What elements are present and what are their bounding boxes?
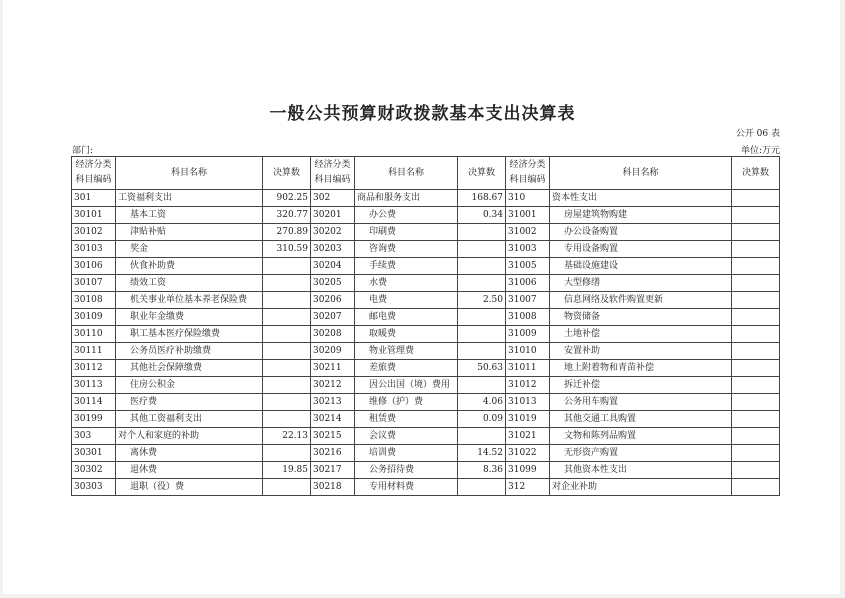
item-name: 其他资本性支出 [550,462,732,479]
item-code: 31019 [506,411,550,428]
item-name: 工资福利支出 [116,190,263,207]
item-code: 30213 [311,394,355,411]
item-name: 基础设施建设 [550,258,732,275]
table-row [72,411,780,428]
item-amount [732,479,780,496]
item-name: 办公设备购置 [550,224,732,241]
item-code: 31011 [506,360,550,377]
header-amount-2: 决算数 [458,157,506,190]
item-name: 因公出国（境）费用 [355,377,458,394]
item-name: 公务招待费 [355,462,458,479]
item-code: 30218 [311,479,355,496]
item-name: 房屋建筑物购建 [550,207,732,224]
item-amount [458,224,506,241]
item-amount [263,343,311,360]
item-name: 退职（役）费 [116,479,263,496]
item-code: 31002 [506,224,550,241]
header-row [72,157,780,190]
item-amount [458,377,506,394]
item-amount [458,343,506,360]
item-code: 30206 [311,292,355,309]
table-row [72,479,780,496]
item-name: 绩效工资 [116,275,263,292]
table-row [72,241,780,258]
item-code: 303 [72,428,116,445]
item-name: 职业年金缴费 [116,309,263,326]
header-code-3: 经济分类科目编码 [506,157,550,190]
item-amount [458,275,506,292]
table-row [72,394,780,411]
item-amount [263,309,311,326]
item-code: 30214 [311,411,355,428]
item-name: 津贴补贴 [116,224,263,241]
item-code: 30211 [311,360,355,377]
item-code: 30109 [72,309,116,326]
form-number: 公开 06 表 [735,129,780,139]
item-name: 离休费 [116,445,263,462]
table-row [72,309,780,326]
table-row [72,326,780,343]
header-name-1: 科目名称 [116,157,263,190]
item-code: 31010 [506,343,550,360]
item-name: 对个人和家庭的补助 [116,428,263,445]
item-name: 取暖费 [355,326,458,343]
item-code: 31013 [506,394,550,411]
item-amount [458,258,506,275]
item-code: 30202 [311,224,355,241]
item-code: 301 [72,190,116,207]
item-amount: 320.77 [263,207,311,224]
item-name: 机关事业单位基本养老保险费 [116,292,263,309]
item-name: 物资储备 [550,309,732,326]
item-code: 30113 [72,377,116,394]
item-amount [732,207,780,224]
item-name: 培训费 [355,445,458,462]
item-amount: 0.09 [458,411,506,428]
item-code: 31009 [506,326,550,343]
item-code: 30209 [311,343,355,360]
table-row [72,360,780,377]
item-amount [732,360,780,377]
item-name: 信息网络及软件购置更新 [550,292,732,309]
item-code: 31003 [506,241,550,258]
item-amount: 270.89 [263,224,311,241]
item-amount [458,326,506,343]
item-code: 30110 [72,326,116,343]
department-label: 部门: [72,146,94,156]
item-amount [263,292,311,309]
item-name: 无形资产购置 [550,445,732,462]
table-row [72,292,780,309]
unit-label: 单位:万元 [740,146,780,156]
item-code: 31022 [506,445,550,462]
item-amount [732,394,780,411]
item-amount [732,462,780,479]
item-amount [263,360,311,377]
item-amount [458,241,506,258]
item-amount [732,224,780,241]
table-row [72,275,780,292]
item-name: 专用设备购置 [550,241,732,258]
item-name: 咨询费 [355,241,458,258]
item-amount [732,411,780,428]
item-name: 印刷费 [355,224,458,241]
item-amount [458,479,506,496]
item-name: 文物和陈列品购置 [550,428,732,445]
item-code: 31006 [506,275,550,292]
item-code: 30208 [311,326,355,343]
item-code: 30201 [311,207,355,224]
item-name: 邮电费 [355,309,458,326]
item-name: 其他工资福利支出 [116,411,263,428]
item-code: 30216 [311,445,355,462]
item-amount [732,445,780,462]
item-name: 其他交通工具购置 [550,411,732,428]
item-code: 30212 [311,377,355,394]
item-amount [263,479,311,496]
table-row [72,224,780,241]
item-amount [263,445,311,462]
item-name: 商品和服务支出 [355,190,458,207]
item-name: 拆迁补偿 [550,377,732,394]
item-amount [732,275,780,292]
item-name: 医疗费 [116,394,263,411]
item-code: 30215 [311,428,355,445]
item-code: 31012 [506,377,550,394]
item-code: 312 [506,479,550,496]
item-name: 对企业补助 [550,479,732,496]
item-name: 退休费 [116,462,263,479]
header-name-3: 科目名称 [550,157,732,190]
item-code: 31005 [506,258,550,275]
item-code: 31021 [506,428,550,445]
header-name-2: 科目名称 [355,157,458,190]
item-code: 30217 [311,462,355,479]
item-amount [732,292,780,309]
item-name: 公务用车购置 [550,394,732,411]
table-body [72,190,780,496]
item-amount [732,190,780,207]
table-row [72,343,780,360]
item-code: 30199 [72,411,116,428]
item-amount: 0.34 [458,207,506,224]
item-code: 30107 [72,275,116,292]
item-amount: 50.63 [458,360,506,377]
header-amount-1: 决算数 [263,157,311,190]
item-amount: 19.85 [263,462,311,479]
item-name: 公务员医疗补助缴费 [116,343,263,360]
item-name: 职工基本医疗保险缴费 [116,326,263,343]
item-name: 手续费 [355,258,458,275]
item-name: 会议费 [355,428,458,445]
item-name: 地上附着物和青苗补偿 [550,360,732,377]
item-amount: 902.25 [263,190,311,207]
item-amount [263,394,311,411]
item-name: 水费 [355,275,458,292]
item-amount [263,411,311,428]
table-row [72,445,780,462]
item-name: 其他社会保障缴费 [116,360,263,377]
item-code: 30108 [72,292,116,309]
item-amount [732,377,780,394]
expenditure-table [71,156,780,496]
item-name: 差旅费 [355,360,458,377]
item-amount [732,241,780,258]
item-amount [732,309,780,326]
item-name: 奖金 [116,241,263,258]
item-amount [732,343,780,360]
item-name: 大型修缮 [550,275,732,292]
item-code: 30103 [72,241,116,258]
item-code: 31099 [506,462,550,479]
item-amount [458,309,506,326]
item-amount [732,326,780,343]
item-code: 302 [311,190,355,207]
item-code: 30303 [72,479,116,496]
table-row [72,207,780,224]
item-code: 30204 [311,258,355,275]
item-amount: 168.67 [458,190,506,207]
item-code: 30301 [72,445,116,462]
item-name: 电费 [355,292,458,309]
item-amount: 4.06 [458,394,506,411]
item-amount [458,428,506,445]
item-name: 资本性支出 [550,190,732,207]
item-name: 租赁费 [355,411,458,428]
item-name: 物业管理费 [355,343,458,360]
item-code: 30106 [72,258,116,275]
item-code: 30203 [311,241,355,258]
item-name: 维修（护）费 [355,394,458,411]
item-code: 30102 [72,224,116,241]
table-row [72,258,780,275]
item-name: 住房公积金 [116,377,263,394]
item-code: 30112 [72,360,116,377]
item-code: 30207 [311,309,355,326]
item-name: 安置补助 [550,343,732,360]
table-row [72,377,780,394]
item-amount: 14.52 [458,445,506,462]
item-name: 土地补偿 [550,326,732,343]
item-code: 310 [506,190,550,207]
item-amount [732,428,780,445]
table-row [72,428,780,445]
item-name: 基本工资 [116,207,263,224]
item-code: 30101 [72,207,116,224]
item-name: 伙食补助费 [116,258,263,275]
item-amount [732,258,780,275]
item-code: 30205 [311,275,355,292]
item-code: 31001 [506,207,550,224]
item-amount [263,275,311,292]
item-code: 30114 [72,394,116,411]
item-amount: 2.50 [458,292,506,309]
item-code: 30111 [72,343,116,360]
item-name: 办公费 [355,207,458,224]
table-row [72,462,780,479]
item-name: 专用材料费 [355,479,458,496]
item-amount: 8.36 [458,462,506,479]
item-code: 30302 [72,462,116,479]
item-code: 31008 [506,309,550,326]
item-amount: 22.13 [263,428,311,445]
item-amount: 310.59 [263,241,311,258]
table-row [72,190,780,207]
header-code-2: 经济分类科目编码 [311,157,355,190]
header-amount-3: 决算数 [732,157,780,190]
item-code: 31007 [506,292,550,309]
header-code-1: 经济分类科目编码 [72,157,116,190]
item-amount [263,258,311,275]
item-amount [263,377,311,394]
item-amount [263,326,311,343]
page-title: 一般公共预算财政拨款基本支出决算表 [269,104,576,124]
